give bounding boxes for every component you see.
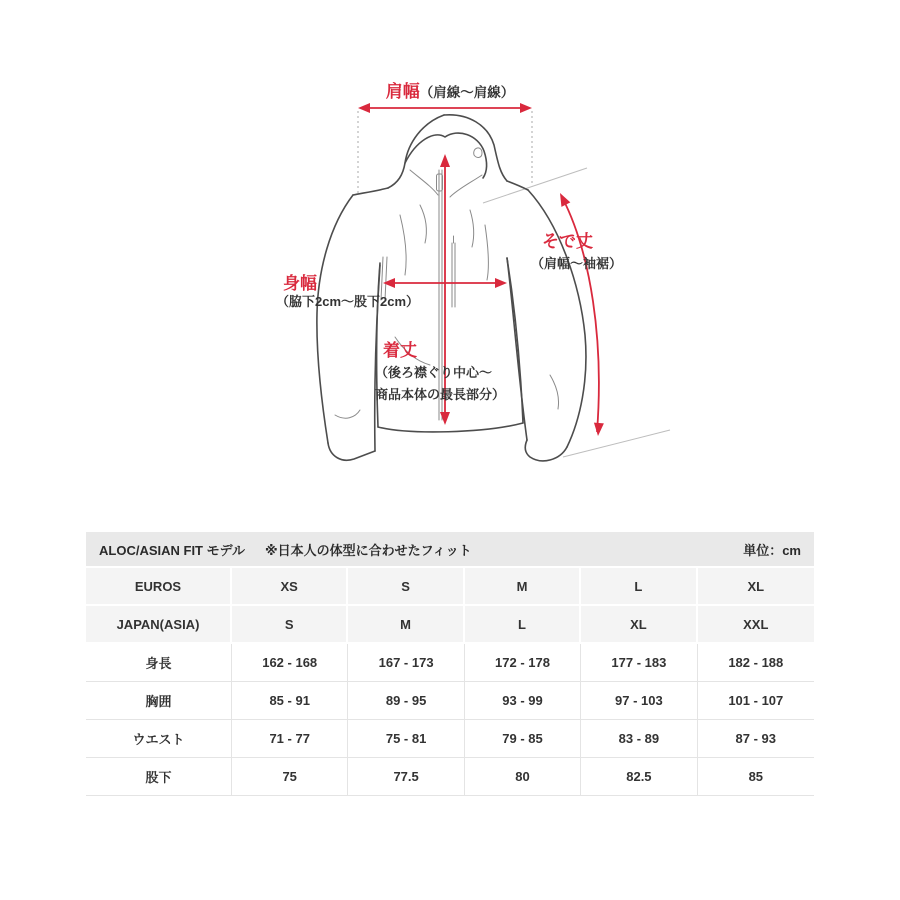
measure-cell: 82.5 bbox=[581, 758, 697, 796]
garment-length-note-line2: 商品本体の最長部分） bbox=[375, 387, 506, 402]
fit-model-title: ALOC/ASIAN FIT モデル bbox=[99, 542, 245, 558]
sleeve-length-arrow bbox=[556, 191, 604, 437]
row-header-japan-asia: JAPAN(ASIA) bbox=[86, 606, 232, 644]
size-cell: XL bbox=[698, 568, 814, 606]
measure-cell: 80 bbox=[465, 758, 581, 796]
shoulder-width-arrow bbox=[358, 103, 532, 113]
measure-cell: 85 bbox=[698, 758, 814, 796]
sleeve-length-term: そで丈 bbox=[542, 232, 593, 251]
measure-cell: 182 - 188 bbox=[698, 644, 814, 682]
size-table-header bbox=[86, 532, 814, 566]
size-cell: XL bbox=[581, 606, 697, 644]
row-header-chest: 胸囲 bbox=[86, 682, 232, 720]
measure-cell: 101 - 107 bbox=[698, 682, 814, 720]
size-cell: L bbox=[465, 606, 581, 644]
measure-cell: 162 - 168 bbox=[232, 644, 348, 682]
garment-length-note-line1: （後ろ襟ぐり中心～ bbox=[375, 365, 493, 380]
size-cell: M bbox=[348, 606, 464, 644]
jacket-outline bbox=[317, 115, 586, 461]
measure-cell: 77.5 bbox=[348, 758, 464, 796]
row-header-waist: ウエスト bbox=[86, 720, 232, 758]
sleeve-length-note: （肩幅～袖裾） bbox=[531, 256, 623, 271]
measure-cell: 97 - 103 bbox=[581, 682, 697, 720]
size-cell: S bbox=[348, 568, 464, 606]
body-width-note: （脇下2cm～股下2cm） bbox=[276, 294, 420, 309]
measure-cell: 75 bbox=[232, 758, 348, 796]
fit-model-subtitle: ※日本人の体型に合わせたフィット bbox=[264, 542, 472, 558]
size-cell: XS bbox=[232, 568, 348, 606]
measure-cell: 75 - 81 bbox=[348, 720, 464, 758]
measure-cell: 79 - 85 bbox=[465, 720, 581, 758]
measure-cell: 83 - 89 bbox=[581, 720, 697, 758]
shoulder-width-note: （肩線～肩線） bbox=[419, 85, 515, 100]
measure-cell: 177 - 183 bbox=[581, 644, 697, 682]
shoulder-width-label bbox=[386, 81, 515, 103]
measure-cell: 172 - 178 bbox=[465, 644, 581, 682]
size-cell: M bbox=[465, 568, 581, 606]
row-header-inseam: 股下 bbox=[86, 758, 232, 796]
size-cell: L bbox=[581, 568, 697, 606]
garment-length-term: 着丈 bbox=[383, 341, 417, 360]
measure-cell: 93 - 99 bbox=[465, 682, 581, 720]
measure-cell: 87 - 93 bbox=[698, 720, 814, 758]
unit-label: 単位：cm bbox=[743, 542, 801, 558]
shoulder-width-term: 肩幅 bbox=[385, 82, 420, 101]
row-header-euros: EUROS bbox=[86, 568, 232, 606]
size-cell: S bbox=[232, 606, 348, 644]
size-table-grid bbox=[86, 568, 814, 796]
size-cell: XXL bbox=[698, 606, 814, 644]
body-width-term: 身幅 bbox=[283, 274, 317, 293]
measure-cell: 89 - 95 bbox=[348, 682, 464, 720]
row-header-height: 身長 bbox=[86, 644, 232, 682]
measure-cell: 167 - 173 bbox=[348, 644, 464, 682]
size-table bbox=[86, 532, 814, 796]
size-table-title-group bbox=[99, 540, 472, 559]
measure-cell: 85 - 91 bbox=[232, 682, 348, 720]
measure-cell: 71 - 77 bbox=[232, 720, 348, 758]
